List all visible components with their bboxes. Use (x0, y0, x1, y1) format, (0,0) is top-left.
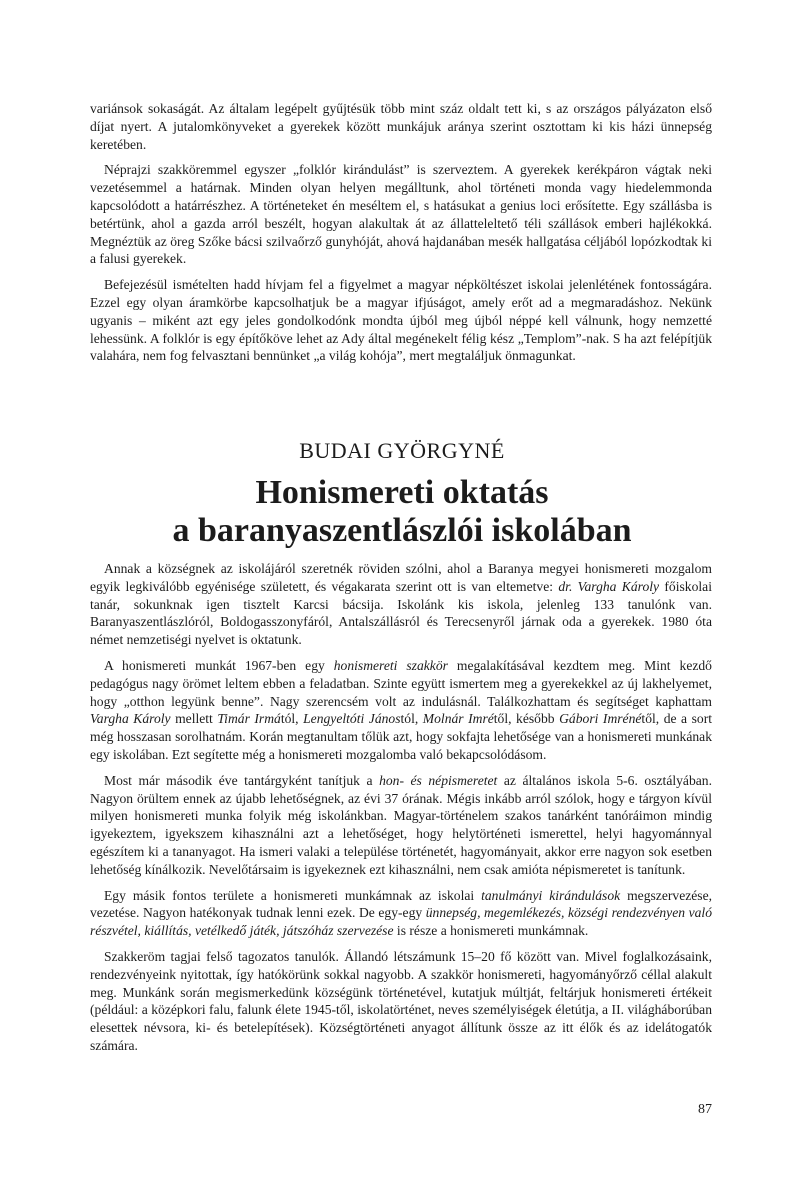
intro-paragraph-3: Befejezésül ismételten hadd hívjam fel a figyelmet a magyar népköltészet iskolai jelenlétének fontosságára. Ezzel egy olyan áramkörbe kapcsolhatjuk be a magyar ifjúságot, amely erőt ad a megmaradáshoz. Nekünk ugyanis – miként azt egy jeles gondolkodónk mondta újból meg újból néppé kell válnunk, hogy nemzetté lehessünk. A folklór is egy építőköve lehet az Ady által megénekelt félig kész „Templom”-nak. S ha azt felépítjük valahára, nem fog felvasztani bennünket „a világ kohója”, mert megtaláljuk önmagunkat. (90, 277, 712, 364)
italic-term: hon- és népismeretet (379, 772, 498, 788)
text-run: is része a honismereti munkámnak. (393, 923, 589, 939)
italic-name: Molnár Imré (422, 711, 494, 727)
article-title (0, 474, 804, 550)
text-run: az általános iskola 5-6. osztályában. Nagyon örültem ennek az újabb lehetőségnek, az évi 37 órának. Mégis inkább arról szólok, hogy e tárgyon kívül milyen honismereti munka folyik még iskolánkban. Magyar-történelem szakos tanárként tanóráimon mindig igyekeztem, igyekszem kihasználni azt a lehetőséget, hogy helytörténeti ismerettel, helyi hagyománnyal egészítem ki a tananyagot. Ha ismeri valaki a települése történetét, hagyományait, akkor erre nagyon sok esetben lehetőség kínálkozik. Nevelőtársaim is igyekeznek ezt kihasználni, nem csak amióta népismeretet is tanítunk. (90, 772, 712, 877)
italic-term: ünnepség, megemlékezés, községi rendezvényen való részvétel, kiállítás, vetélkedő játék, játszóház szervezése (90, 905, 712, 939)
article-title-line-1: Honismereti oktatás (255, 474, 549, 511)
page-number: 87 (698, 1102, 712, 1117)
italic-name: Timár Irmá (217, 711, 281, 727)
text-run: megszervezése, vezetése. Nagyon hatékonyak tudnak lenni ezek. De egy-egy (90, 887, 713, 921)
italic-name: Gábori Imréné (559, 711, 642, 727)
intro-text (90, 100, 712, 373)
article-paragraph-1 (90, 560, 712, 649)
italic-term: honismereti szakkör (333, 657, 448, 673)
article-paragraph-4 (90, 887, 712, 940)
intro-paragraph-2: Néprajzi szakköremmel egyszer „folklór kirándulást” is szerveztem. A gyerekek kerékpáron vágtak neki vezetésemmel a határnak. Minden olyan helyen megálltunk, ahol történeti monda vagy hiedelemmonda kapcsolódott a határrészhez. A történeteket én meséltem el, s hatásukat a genius loci erősítette. Egy szállásba is betértünk, ahol a gazda arról beszélt, hogyan alakultak át az állatteleltető téli szállások emberi hajlékokká. Megnéztük az öreg Szőke bácsi szilvaőrző gunyhóját, ahová hajdanában mesék hallgatása céljából lopózkodtak ki a falusi gyerekek. (90, 162, 712, 267)
text-run: tól, (280, 711, 304, 727)
text-run: mellett (170, 711, 218, 727)
article-author: BUDAI GYÖRGYNÉ (299, 438, 505, 463)
text-run: megalakításával kezdtem meg. Mint kezdő pedagógus nagy örömet leltem ebben a feladatban. Szinte együtt ismertem meg a gyerekekkel az új lakhelyemet, hogy „otthon legyünk benne”. Nagy szerencsém volt az indulásnál. Találkozhattam és segítséget kaphattam (90, 657, 712, 709)
article-body (90, 560, 712, 1063)
text-run: A honismereti munkát 1967-ben egy (104, 657, 334, 673)
text-run: Szakkeröm tagjai felső tagozatos tanulók. Állandó létszámunk 15–20 fő között van. Mivel foglalkozásaink, rendezvényeink nyitottak, így hatókörünk sokkal nagyobb. A szakkör honismereti, hagyományőrző céllal alakult meg. Munkánk során megismerkedünk községünk történetével, kutatjuk múltját, feltárjuk honismereti értékeit (például: a középkori falu, falunk élete 1945-től, iskolatörténet, neves személyiségek életútja, a II. világháborúban elesettek névsora, ki- és betelepítések). Községtörténeti anyagot állítunk össze az itt élők és az idelátogatók számára. (90, 948, 712, 1053)
text-run: Most már második éve tantárgyként tanítjuk a (104, 772, 380, 788)
italic-name: Vargha Károly (90, 711, 171, 727)
article-paragraph-5 (90, 948, 712, 1055)
article-title-line-2: a baranyaszentlászlói iskolában (172, 512, 632, 549)
article-paragraph-3 (90, 772, 712, 879)
intro-paragraph-1: variánsok sokaságát. Az általam legépelt gyűjtésük több mint száz oldalt tett ki, s az országos pályázaton első díjat nyert. A jutalomkönyveket a gyerekek között munkájuk aránya szerint osztottam ki kis házi ünnepség keretében. (90, 101, 712, 152)
text-run: tól, (400, 711, 423, 727)
italic-name: Lengyeltóti János (303, 711, 401, 727)
italic-name: dr. Vargha Károly (558, 578, 660, 594)
italic-term: tanulmányi kirándulások (481, 887, 621, 903)
text-run: Annak a községnek az iskolájáról szeretnék röviden szólni, ahol a Baranya megyei honismereti mozgalom egyik legkiválóbb egyénisége született, és végakarata szerint ott is van eltemetve: (90, 561, 712, 594)
text-run: től, később (493, 711, 560, 727)
text-run: től, de a sort még hosszasan sorolhatnám. Korán megtanultam tőlük azt, hogy sokfajta lehetősége van a honismereti munkának egy iskolában. Ezt segítette még a honismereti mozgalomba való bekapcsolódásom. (90, 711, 713, 762)
text-run: Egy másik fontos területe a honismereti munkámnak az iskolai (104, 887, 482, 903)
text-run: főiskolai tanár, sokunknak igen tisztelt Karcsi bácsija. Iskolánk kis iskola, jelenleg 133 tanulónk van. Baranyaszentlászlóról, Boldogasszonyfáról, Antalszállásról és Terecsenyről járnak oda a gyerekek. 1980 óta német nemzetiségi nyelvet is oktatunk. (90, 578, 712, 648)
article-paragraph-2 (90, 657, 712, 764)
